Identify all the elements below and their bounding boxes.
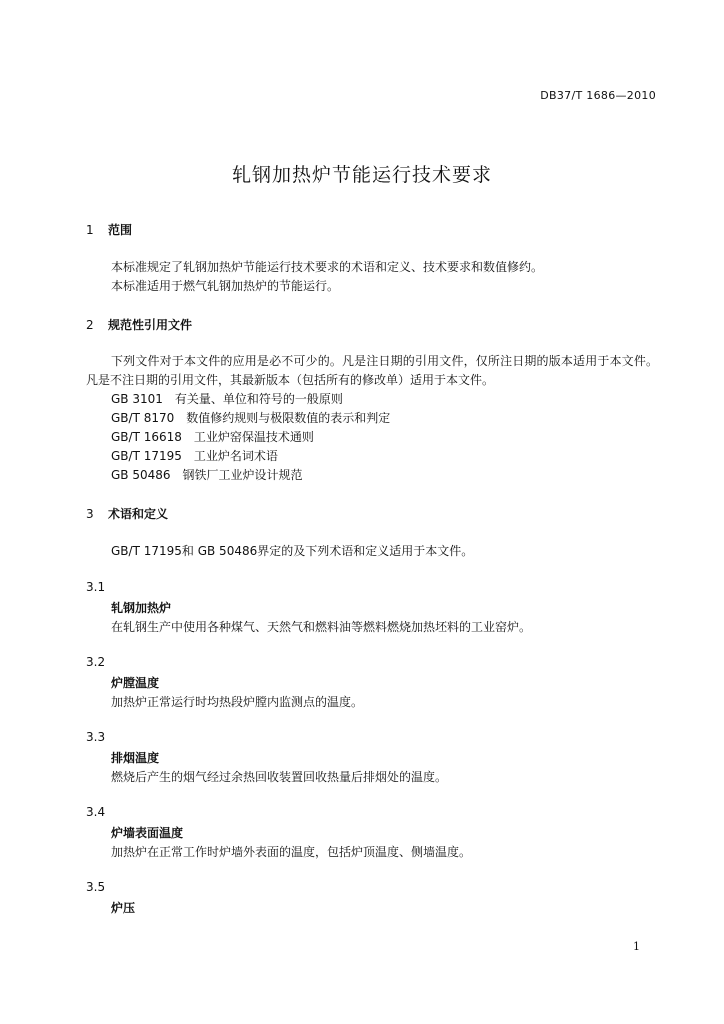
section-3-heading (86, 505, 168, 522)
term-number: 3.2 (86, 655, 106, 669)
term-title: 炉压 (111, 901, 136, 915)
reference-item: GB 50486 钢铁厂工业炉设计规范 (111, 468, 303, 482)
term-title: 炉墙表面温度 (111, 826, 184, 840)
page-number: 1 (633, 940, 640, 953)
term-title: 炉膛温度 (111, 676, 160, 690)
section-number: 1 (86, 223, 94, 237)
section-title: 术语和定义 (108, 507, 169, 521)
document-title: 轧钢加热炉节能运行技术要求 (231, 164, 492, 186)
term-number: 3.1 (86, 580, 106, 594)
term-number: 3.5 (86, 880, 106, 894)
term-definition: 加热炉正常运行时均热段炉膛内监测点的温度。 (111, 695, 364, 709)
section-2-heading (86, 316, 192, 333)
scope-paragraph-2: 本标准适用于燃气轧钢加热炉的节能运行。 (111, 279, 340, 293)
term-title: 轧钢加热炉 (111, 601, 172, 615)
term-definition: 在轧钢生产中使用各种煤气、天然气和燃料油等燃料燃烧加热坯料的工业窑炉。 (111, 620, 532, 634)
term-title: 排烟温度 (111, 751, 160, 765)
terms-intro-paragraph: GB/T 17195和 GB 50486界定的及下列术语和定义适用于本文件。 (111, 544, 474, 558)
reference-item: GB/T 17195 工业炉名词术语 (111, 449, 278, 463)
section-title: 范围 (108, 223, 133, 237)
document-number: DB37/T 1686—2010 (540, 89, 656, 102)
section-number: 3 (86, 507, 94, 521)
scope-paragraph-1: 本标准规定了轧钢加热炉节能运行技术要求的术语和定义、技术要求和数值修约。 (111, 260, 544, 274)
normative-references-paragraph: 下列文件对于本文件的应用是必不可少的。凡是注日期的引用文件，仅所注日期的版本适用于本文件。凡是不注日期的引用文件，其最新版本（包括所有的修改单）适用于本文件。 (86, 354, 658, 387)
reference-item: GB/T 8170 数值修约规则与极限数值的表示和判定 (111, 411, 391, 425)
term-definition: 加热炉在正常工作时炉墙外表面的温度，包括炉顶温度、侧墙温度。 (111, 845, 472, 859)
section-number: 2 (86, 318, 94, 332)
reference-item: GB/T 16618 工业炉窑保温技术通则 (111, 430, 314, 444)
reference-item: GB 3101 有关量、单位和符号的一般原则 (111, 392, 343, 406)
section-1-heading (86, 221, 132, 238)
section-title: 规范性引用文件 (108, 318, 193, 332)
term-number: 3.4 (86, 805, 106, 819)
term-definition: 燃烧后产生的烟气经过余热回收装置回收热量后排烟处的温度。 (111, 770, 448, 784)
term-number: 3.3 (86, 730, 106, 744)
